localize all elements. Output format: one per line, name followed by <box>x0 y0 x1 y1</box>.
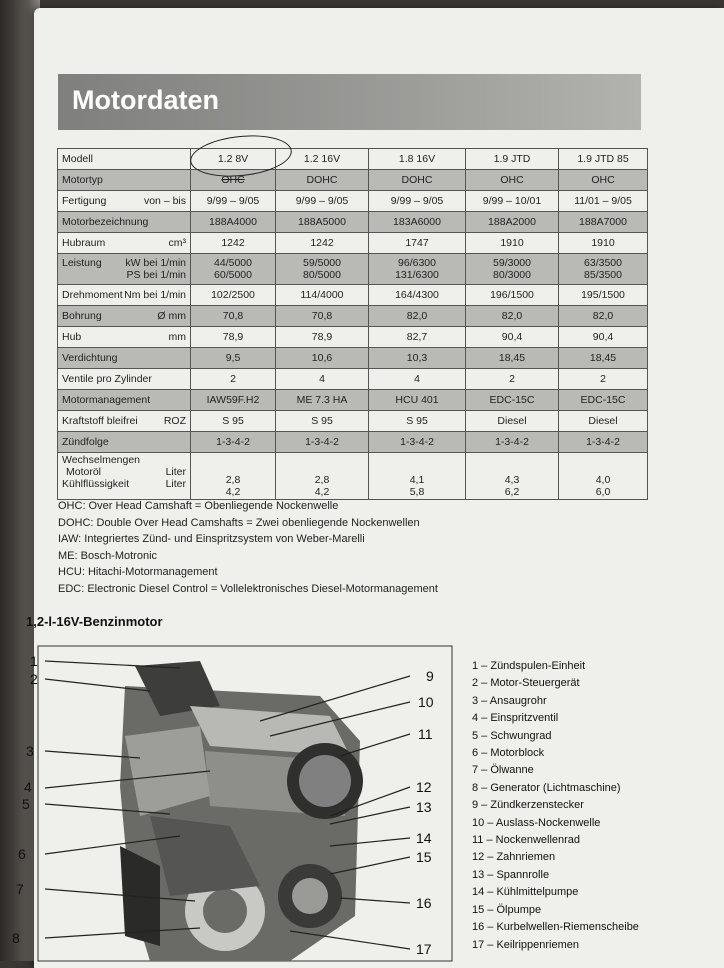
row-unit: von – bis <box>143 195 186 207</box>
table-cell: 1242 <box>276 233 369 254</box>
table-cell <box>466 254 559 285</box>
table-cell: 82,0 <box>466 306 559 327</box>
table-cell: ME 7.3 HA <box>276 390 369 411</box>
table-cell: 188A7000 <box>559 212 648 233</box>
note-line: DOHC: Double Over Head Camshafts = Zwei obenliegende Nockenwellen <box>58 516 420 529</box>
row-label <box>58 233 191 254</box>
table-cell: OHC <box>466 170 559 191</box>
cell-value: 5,8 <box>409 486 425 498</box>
row-label-text: Hubraum <box>62 237 106 249</box>
table-row <box>58 306 648 327</box>
table-cell: 1-3-4-2 <box>191 432 276 453</box>
table-cell: EDC-15C <box>559 390 648 411</box>
table-cell: OHC <box>559 170 648 191</box>
engine-illustration <box>12 646 460 961</box>
row-label: Verdichtung <box>58 348 191 369</box>
legend-item: 5 – Schwungrad <box>472 729 552 742</box>
callout-number: 12 <box>416 779 432 795</box>
callout-number: 4 <box>24 779 32 795</box>
row-label <box>58 285 191 306</box>
column-header: 1.8 16V <box>369 149 466 170</box>
engine-drawing <box>120 661 363 961</box>
table-cell <box>369 453 466 500</box>
table-cell: OHC <box>191 170 276 191</box>
table-cell: 188A4000 <box>191 212 276 233</box>
column-header: 1.9 JTD <box>466 149 559 170</box>
table-cell: 1-3-4-2 <box>369 432 466 453</box>
table-cell: 4 <box>276 369 369 390</box>
legend-item: 14 – Kühlmittelpumpe <box>472 886 579 899</box>
note-line: ME: Bosch-Motronic <box>58 549 158 562</box>
cell-value: 2,8 <box>314 474 330 486</box>
table-cell: 9/99 – 9/05 <box>191 191 276 212</box>
table-cell: 9/99 – 9/05 <box>369 191 466 212</box>
column-header: 1.2 8V <box>191 149 276 170</box>
table-row <box>58 432 648 453</box>
callout-number: 17 <box>416 941 432 957</box>
table-cell: 90,4 <box>466 327 559 348</box>
table-cell <box>276 254 369 285</box>
legend-item: 16 – Kurbelwellen-Riemenscheibe <box>472 921 639 934</box>
note-line: OHC: Over Head Camshaft = Obenliegende Nockenwelle <box>58 500 339 512</box>
legend-item: 7 – Ölwanne <box>472 764 534 777</box>
table-cell: 1242 <box>191 233 276 254</box>
table-cell: 70,8 <box>276 306 369 327</box>
table-cell: 10,3 <box>369 348 466 369</box>
legend-item: 11 – Nockenwellenrad <box>472 834 581 847</box>
row-label: Zündfolge <box>58 432 191 453</box>
parts-legend <box>472 658 639 954</box>
row-label <box>58 411 191 432</box>
row-label: Motortyp <box>58 170 191 191</box>
row-unit: mm <box>168 331 186 343</box>
legend-item: 9 – Zündkerzenstecker <box>472 799 584 812</box>
table-cell: 10,6 <box>276 348 369 369</box>
callout-number: 16 <box>416 895 432 911</box>
table-cell: 102/2500 <box>191 285 276 306</box>
table-cell: S 95 <box>191 411 276 432</box>
row-unit: kW bei 1/min <box>125 257 186 269</box>
row-label-text: Bohrung <box>62 310 102 322</box>
cell-value: 80/5000 <box>303 269 341 281</box>
table-cell: 1-3-4-2 <box>466 432 559 453</box>
table-row <box>58 369 648 390</box>
row-unit: Nm bei 1/min <box>124 289 186 301</box>
callout-number: 2 <box>30 671 38 687</box>
table-cell: 1-3-4-2 <box>276 432 369 453</box>
table-row <box>58 390 648 411</box>
table-cell: 82,7 <box>369 327 466 348</box>
table-cell: 18,45 <box>466 348 559 369</box>
table-cell: 164/4300 <box>369 285 466 306</box>
table-cell: 82,0 <box>559 306 648 327</box>
callout-number: 8 <box>12 930 20 946</box>
table-row <box>58 191 648 212</box>
row-label <box>58 191 191 212</box>
legend-item: 6 – Motorblock <box>472 747 545 760</box>
row-label: Motorbezeichnung <box>58 212 191 233</box>
legend-item: 4 – Einspritzventil <box>472 712 559 725</box>
table-cell <box>369 254 466 285</box>
table-cell: 90,4 <box>559 327 648 348</box>
table-cell: 114/4000 <box>276 285 369 306</box>
table-cell <box>559 254 648 285</box>
table-cell: DOHC <box>369 170 466 191</box>
callout-number: 5 <box>22 796 30 812</box>
table-cell: 183A6000 <box>369 212 466 233</box>
cell-value: 2,8 <box>225 474 241 486</box>
note-line: HCU: Hitachi-Motormanagement <box>58 566 218 578</box>
cell-value: 59/5000 <box>303 257 341 269</box>
cell-value: 4,3 <box>504 474 520 486</box>
cell-value: 4,0 <box>595 474 611 486</box>
table-cell: 2 <box>191 369 276 390</box>
table-cell: EDC-15C <box>466 390 559 411</box>
row-unit: Liter <box>165 466 186 478</box>
table-cell: 78,9 <box>276 327 369 348</box>
table-cell: HCU 401 <box>369 390 466 411</box>
row-unit: ROZ <box>163 415 186 427</box>
callout-number: 3 <box>26 743 34 759</box>
legend-item: 10 – Auslass-Nockenwelle <box>472 816 601 829</box>
row-sublabel: Motoröl <box>66 466 102 478</box>
row-label-text: Drehmoment <box>62 289 123 301</box>
table-row <box>58 233 648 254</box>
table-cell: 2 <box>559 369 648 390</box>
callout-number: 7 <box>16 881 24 897</box>
row-sublabel: Kühlflüssigkeit <box>62 478 130 490</box>
table-cell <box>191 254 276 285</box>
legend-item: 8 – Generator (Lichtmaschine) <box>472 781 621 794</box>
legend-item: 13 – Spannrolle <box>472 868 550 881</box>
row-label-text: Leistung <box>62 257 102 269</box>
callout-number: 14 <box>416 830 432 846</box>
table-cell: 1-3-4-2 <box>559 432 648 453</box>
legend-item: 2 – Motor-Steuergerät <box>472 677 580 690</box>
table-cell: 9,5 <box>191 348 276 369</box>
table-cell: 18,45 <box>559 348 648 369</box>
table-row <box>58 453 648 500</box>
abbreviation-notes <box>58 498 438 597</box>
table-cell: 2 <box>466 369 559 390</box>
table-cell <box>276 453 369 500</box>
row-label <box>58 306 191 327</box>
table-cell: 195/1500 <box>559 285 648 306</box>
row-label-text: Fertigung <box>62 195 107 207</box>
table-row <box>58 170 648 191</box>
legend-item: 1 – Zündspulen-Einheit <box>472 660 586 672</box>
table-cell: 9/99 – 9/05 <box>276 191 369 212</box>
cell-value: 6,2 <box>504 486 520 498</box>
table-cell <box>559 453 648 500</box>
table-row <box>58 212 648 233</box>
row-label: Motormanagement <box>58 390 191 411</box>
legend-item: 12 – Zahnriemen <box>472 851 556 864</box>
cell-value: 60/5000 <box>214 269 252 281</box>
row-unit: PS bei 1/min <box>126 269 186 281</box>
row-label <box>58 254 191 285</box>
column-header: Modell <box>58 149 191 170</box>
row-unit: Ø mm <box>157 310 186 322</box>
table-cell: S 95 <box>276 411 369 432</box>
callout-number: 13 <box>416 799 432 815</box>
callout-number: 15 <box>416 849 432 865</box>
row-label-text: Kraftstoff bleifrei <box>62 415 138 427</box>
table-cell: 82,0 <box>369 306 466 327</box>
table-cell <box>466 453 559 500</box>
row-unit: Liter <box>165 478 186 490</box>
legend-item: 15 – Ölpumpe <box>472 903 542 916</box>
table-row <box>58 327 648 348</box>
table-cell: 1910 <box>466 233 559 254</box>
table-cell: 1747 <box>369 233 466 254</box>
row-label-text: Hub <box>62 331 82 343</box>
engine-data-table <box>57 148 648 500</box>
legend-item: 17 – Keilrippenriemen <box>472 938 580 951</box>
cell-value: 44/5000 <box>214 257 252 269</box>
table-cell: DOHC <box>276 170 369 191</box>
row-label <box>58 327 191 348</box>
callout-number: 1 <box>30 653 38 669</box>
table-cell: S 95 <box>369 411 466 432</box>
table-row <box>58 348 648 369</box>
section-subtitle: 1,2-l-16V-Benzinmotor <box>26 614 163 629</box>
callout-number: 10 <box>418 694 434 710</box>
cell-value: 59/3000 <box>493 257 531 269</box>
table-row <box>58 254 648 285</box>
table-cell: Diesel <box>466 411 559 432</box>
table-row <box>58 411 648 432</box>
row-label <box>58 453 191 500</box>
table-cell: 9/99 – 10/01 <box>466 191 559 212</box>
note-line: IAW: Integriertes Zünd- und Einspritzsystem von Weber-Marelli <box>58 533 365 545</box>
callout-number: 11 <box>418 726 433 742</box>
row-label: Ventile pro Zylinder <box>58 369 191 390</box>
table-cell: 188A2000 <box>466 212 559 233</box>
table-cell: 4 <box>369 369 466 390</box>
page-title: Motordaten <box>72 85 219 115</box>
table-cell: 196/1500 <box>466 285 559 306</box>
row-unit: cm³ <box>168 237 186 249</box>
callout-number: 9 <box>426 668 434 684</box>
cell-value: 63/3500 <box>584 257 622 269</box>
table-cell: 78,9 <box>191 327 276 348</box>
callout-number: 6 <box>18 846 26 862</box>
column-header: 1.2 16V <box>276 149 369 170</box>
row-label-text: Wechselmengen <box>62 454 141 466</box>
table-header-row <box>58 149 648 170</box>
table-cell: 188A5000 <box>276 212 369 233</box>
cell-value: 131/6300 <box>395 269 439 281</box>
table-cell: IAW59F.H2 <box>191 390 276 411</box>
note-line: EDC: Electronic Diesel Control = Vollelektronisches Diesel-Motormanagement <box>58 582 438 595</box>
cell-value: 80/3000 <box>493 269 531 281</box>
cell-value: 4,2 <box>314 486 330 498</box>
cell-value: 96/6300 <box>398 257 436 269</box>
table-cell: 11/01 – 9/05 <box>559 191 648 212</box>
table-cell: Diesel <box>559 411 648 432</box>
table-cell: 70,8 <box>191 306 276 327</box>
title-bar <box>58 74 641 130</box>
cell-value: 4,1 <box>409 474 425 486</box>
table-row <box>58 285 648 306</box>
cell-value: 4,2 <box>225 486 241 498</box>
table-cell <box>191 453 276 500</box>
cell-value: 6,0 <box>595 486 611 498</box>
cell-value: 85/3500 <box>584 269 622 281</box>
column-header: 1.9 JTD 85 <box>559 149 648 170</box>
legend-item: 3 – Ansaugrohr <box>472 694 547 707</box>
table-cell: 1910 <box>559 233 648 254</box>
